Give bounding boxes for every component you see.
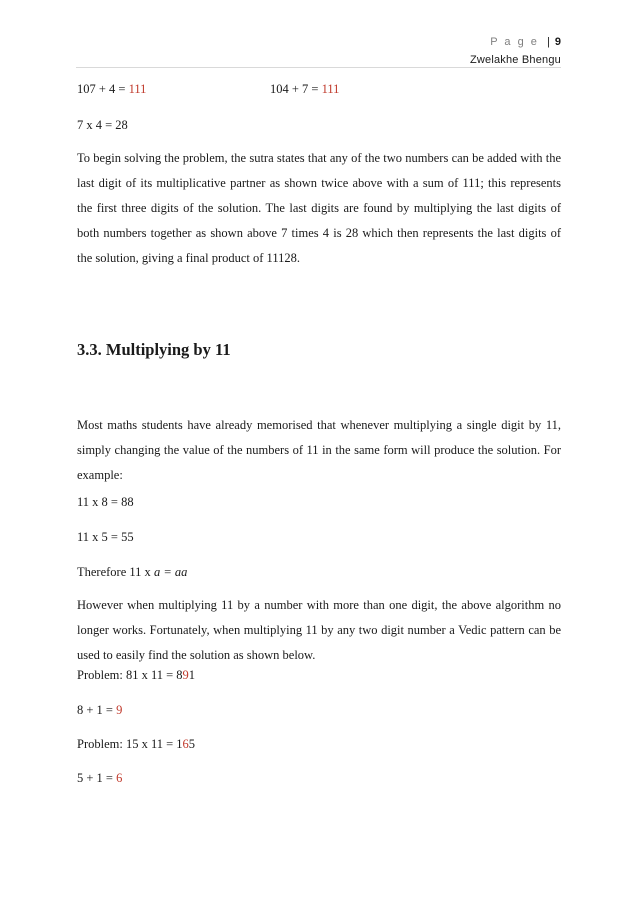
equation-text: 107 + 4 = (77, 82, 129, 96)
problem-suffix: 5 (188, 737, 196, 751)
paragraph-memorised: Most maths students have already memorised that whenever multiplying a single digit by 11, simply changing the value of the numbers of 11 in the same form will produce the solution. For example: (77, 418, 561, 482)
problem-suffix: 1 (188, 668, 196, 682)
header-divider (76, 67, 561, 68)
equation-highlight: 111 (128, 82, 147, 96)
author-name: Zwelakhe Bhengu (469, 54, 561, 66)
equation-text: 104 + 7 = (270, 82, 322, 96)
problem-81x11 (77, 668, 195, 683)
sum-8-plus-1 (77, 703, 122, 718)
problem-15x11 (77, 737, 195, 752)
sum-text: 5 + 1 = (77, 771, 117, 785)
sum-highlight: 9 (116, 703, 123, 717)
paragraph-vedic-pattern: However when multiplying 11 by a number with more than one digit, the above algorithm no longer works. Fortunately, when multiplying 11 by any two digit number a Vedic pattern can be used to easily find the solution as shown below. (77, 598, 561, 662)
page-header (470, 36, 561, 66)
page-separator: | (546, 36, 550, 48)
therefore-line (77, 565, 187, 580)
equation-104-plus-7 (270, 82, 339, 97)
problem-highlight: 6 (182, 737, 189, 751)
paragraph-sutra-explanation: To begin solving the problem, the sutra states that any of the two numbers can be added with the last digit of its multiplicative partner as shown twice above with a sum of 111; this represents the first three digits of the solution. The last digits are found by multiplying the last digits of both numbers together as shown above 7 times 4 is 28 which then represents the last digits of the solution, giving a final product of 11128. (77, 151, 561, 265)
page-number: 9 (554, 36, 561, 48)
page-indicator (470, 36, 561, 48)
equation-107-plus-4 (77, 82, 146, 97)
problem-text: Problem: 15 x 11 = 1 (77, 737, 183, 751)
example-11x5: 11 x 5 = 55 (77, 530, 134, 544)
sum-5-plus-1 (77, 771, 122, 786)
sum-highlight: 6 (116, 771, 123, 785)
therefore-formula: a = aa (153, 565, 188, 579)
example-11x8: 11 x 8 = 88 (77, 495, 134, 509)
problem-highlight: 9 (182, 668, 189, 682)
therefore-text: Therefore 11 x (77, 565, 154, 579)
equation-7-times-4: 7 x 4 = 28 (77, 118, 128, 132)
section-heading: 3.3. Multiplying by 11 (77, 340, 231, 359)
problem-text: Problem: 81 x 11 = 8 (77, 668, 183, 682)
sum-text: 8 + 1 = (77, 703, 117, 717)
equation-highlight: 111 (321, 82, 340, 96)
page-label: P a g e (490, 36, 539, 48)
